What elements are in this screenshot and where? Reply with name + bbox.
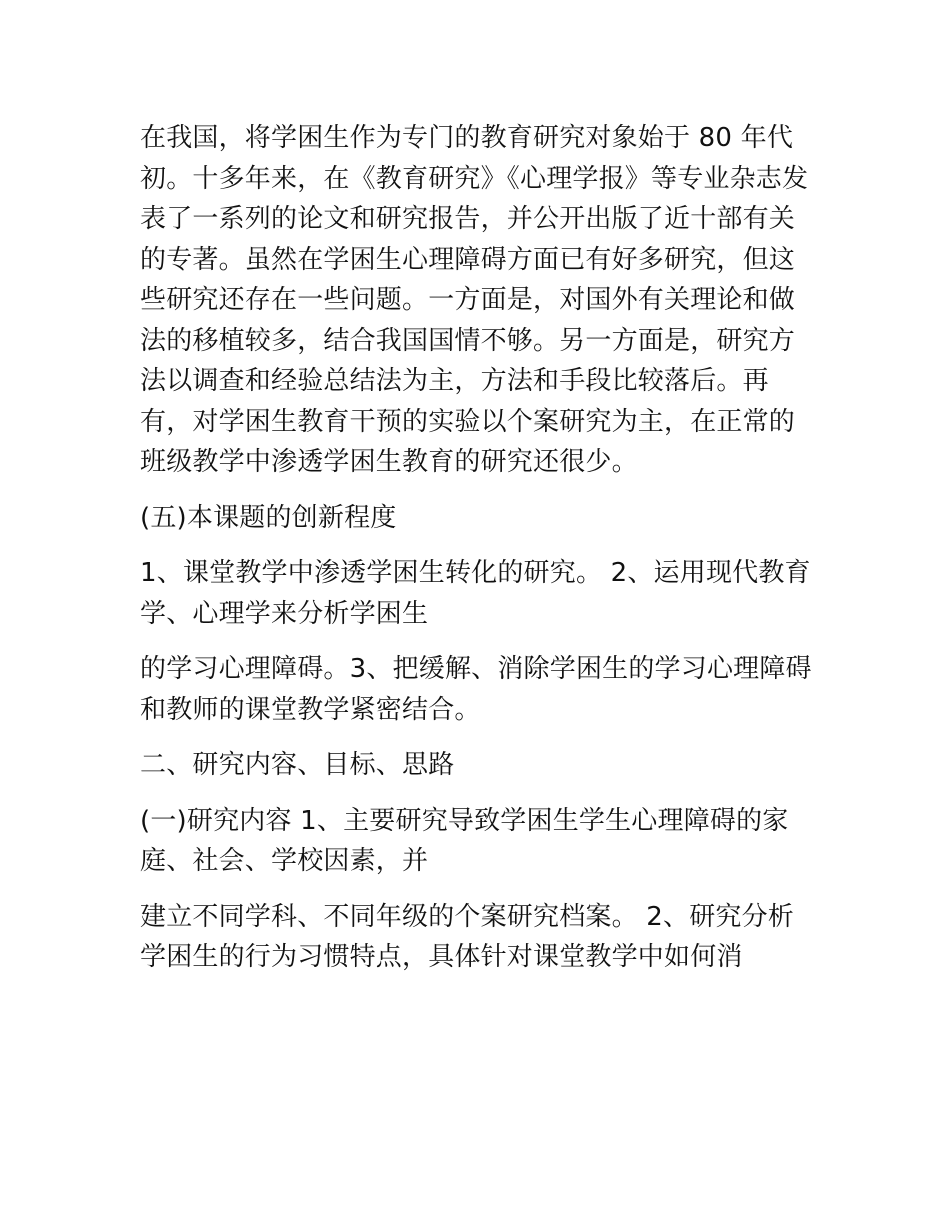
paragraph-research-background: 在我国，将学困生作为专门的教育研究对象始于 80 年代初。十多年来，在《教育研究》《心理学报》等专业杂志发表了一系列的论文和研究报告，并公开出版了近十部有关的专著。虽然在学困生心理障碍方面已有好多研究，但这些研究还存在一些问题。一方面是，对国外有关理论和做法的移植较多，结合我国国情不够。另一方面是，研究方法以调查和经验总结法为主，方法和手段比较落后。再有，对学困生教育干预的实验以个案研究为主，在正常的班级教学中渗透学困生教育的研究还很少。	[140, 123, 809, 477]
document-body	[140, 118, 812, 978]
paragraph-innovation-items-part-2: 的学习心理障碍。3、把缓解、消除学困生的学习心理障碍和教师的课堂教学紧密结合。	[140, 654, 812, 725]
paragraph-research-content-part-1: (一)研究内容 1、主要研究导致学困生学生心理障碍的家庭、社会、学校因素，并	[140, 805, 789, 876]
paragraph-innovation-items-part-1: 1、课堂教学中渗透学困生转化的研究。 2、运用现代教育学、心理学来分析学困生	[140, 558, 811, 629]
section-heading-research-content: 二、研究内容、目标、思路	[140, 750, 455, 780]
paragraph-research-content-part-2: 建立不同学科、不同年级的个案研究档案。 2、研究分析学困生的行为习惯特点，具体针对课堂教学中如何消	[140, 901, 795, 972]
section-heading-innovation: (五)本课题的创新程度	[140, 502, 397, 533]
